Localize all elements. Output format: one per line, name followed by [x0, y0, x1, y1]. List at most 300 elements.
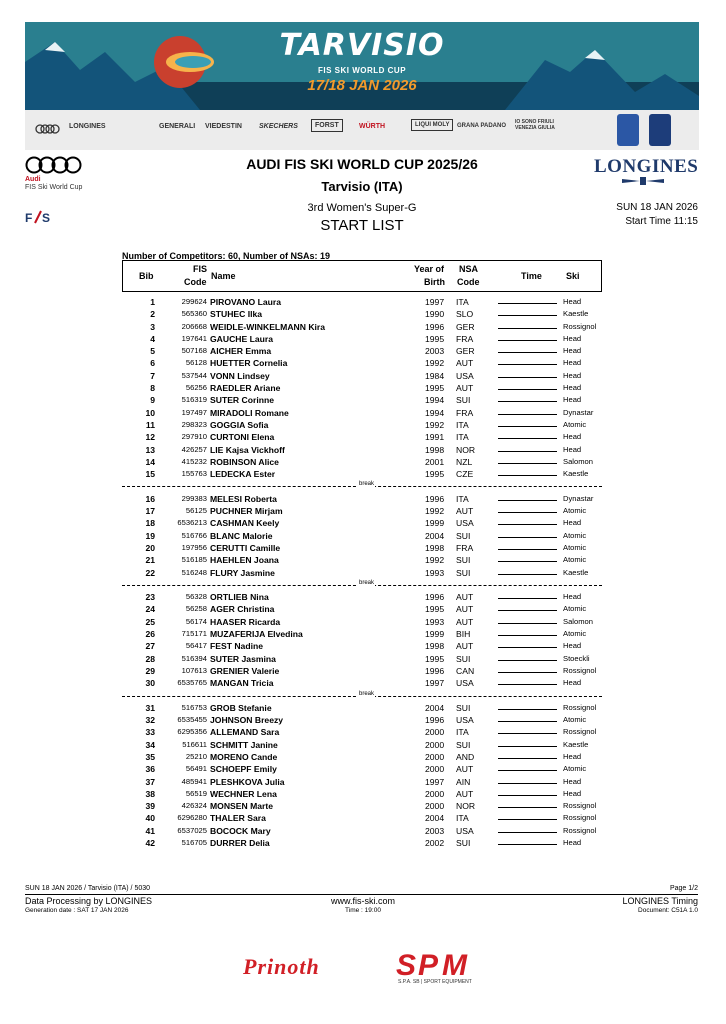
row-nsa: ITA [456, 297, 469, 307]
row-birth-year: 1997 [425, 678, 445, 689]
row-nsa: AUT [456, 604, 474, 615]
row-time-blank [498, 296, 557, 304]
svg-text:M: M [442, 949, 467, 982]
sponsor-skechers: SKECHERS [259, 123, 298, 130]
row-fis-code: 516705 [181, 838, 207, 848]
row-fis-code: 516248 [181, 567, 207, 577]
audi-logo-icon [25, 156, 83, 174]
table-row [122, 308, 602, 320]
sponsor-wurth: WÜRTH [359, 123, 386, 130]
row-birth-year: 1994 [425, 407, 445, 418]
row-time-blank [498, 812, 557, 820]
row-bib: 16 [145, 493, 155, 504]
row-fis-code: 516185 [181, 555, 207, 565]
footer-generation-date: Generation date : SAT 17 JAN 2026 [25, 907, 129, 914]
row-birth-year: 1993 [425, 567, 445, 578]
table-row [122, 517, 602, 529]
row-name: MELESI Roberta [210, 493, 277, 504]
row-birth-year: 1995 [425, 333, 445, 344]
row-bib: 24 [145, 604, 155, 615]
row-bib: 11 [145, 419, 155, 430]
row-time-blank [498, 468, 557, 476]
row-fis-code: 6536213 [177, 518, 207, 528]
start-list-rows [122, 296, 602, 849]
row-ski: Head [563, 383, 582, 393]
row-birth-year: 1999 [425, 518, 445, 529]
row-birth-year: 1996 [425, 665, 445, 676]
row-nsa: USA [456, 518, 474, 529]
row-nsa: USA [456, 370, 474, 381]
row-birth-year: 1992 [425, 555, 445, 566]
row-ski: Atomic [563, 506, 587, 516]
row-birth-year: 1995 [425, 469, 445, 480]
table-row [122, 357, 602, 369]
row-nsa: SUI [456, 702, 471, 713]
table-row [122, 493, 602, 505]
row-ski: Rossignol [563, 321, 597, 331]
col-time: Time [521, 271, 542, 281]
col-nsa-line2: Code [457, 277, 480, 287]
row-ski: Head [563, 838, 582, 848]
event-banner [25, 22, 699, 150]
row-nsa: GER [456, 321, 475, 332]
row-birth-year: 1997 [425, 776, 445, 787]
row-fis-code: 485941 [181, 776, 207, 786]
row-name: LIE Kajsa Vickhoff [210, 444, 285, 455]
row-time-blank [498, 677, 557, 685]
row-ski: Salomon [563, 616, 593, 626]
row-fis-code: 197641 [181, 333, 207, 343]
table-row [122, 333, 602, 345]
row-ski: Head [563, 358, 582, 368]
row-nsa: NOR [456, 444, 476, 455]
footer-website-link[interactable]: www.fis-ski.com [330, 896, 395, 906]
row-ski: Atomic [563, 629, 587, 639]
row-bib: 37 [145, 776, 155, 787]
row-nsa: AUT [456, 592, 474, 603]
row-nsa: SUI [456, 395, 471, 406]
svg-text:F: F [25, 211, 33, 225]
row-time-blank [498, 702, 557, 710]
col-ski: Ski [566, 271, 580, 281]
row-time-blank [498, 370, 557, 378]
banner-title: TARVISIO [279, 28, 445, 63]
audi-rings-icon [35, 124, 61, 134]
row-bib: 42 [145, 838, 155, 849]
row-bib: 27 [145, 641, 155, 652]
table-row [122, 726, 602, 738]
banner-subtitle: FIS SKI WORLD CUP [317, 66, 407, 75]
row-nsa: USA [456, 825, 474, 836]
row-nsa: ITA [456, 419, 469, 430]
row-ski: Rossignol [563, 665, 597, 675]
row-ski: Head [563, 395, 582, 405]
row-time-blank [498, 726, 557, 734]
table-row [122, 370, 602, 382]
row-fis-code: 56491 [185, 764, 207, 774]
audi-label: Audi [25, 176, 41, 183]
table-row [122, 468, 602, 480]
col-name: Name [211, 271, 236, 281]
row-fis-code: 415232 [181, 456, 207, 466]
row-nsa: AUT [456, 383, 474, 394]
race-name: 3rd Women's Super-G [307, 202, 417, 214]
row-birth-year: 1995 [425, 653, 445, 664]
row-fis-code: 426257 [181, 444, 207, 454]
row-birth-year: 1992 [425, 358, 445, 369]
row-birth-year: 1996 [425, 715, 445, 726]
row-bib: 26 [145, 629, 155, 640]
row-name: SCHOEPF Emily [210, 764, 277, 775]
row-time-blank [498, 357, 557, 365]
row-nsa: AUT [456, 764, 474, 775]
row-fis-code: 516766 [181, 530, 207, 540]
table-row [122, 321, 602, 333]
table-row [122, 345, 602, 357]
row-bib: 34 [145, 739, 155, 750]
row-name: HAEHLEN Joana [210, 555, 279, 566]
row-birth-year: 1995 [425, 383, 445, 394]
row-birth-year: 1996 [425, 321, 445, 332]
table-row [122, 653, 602, 665]
row-time-blank [498, 776, 557, 784]
row-birth-year: 2000 [425, 788, 445, 799]
row-ski: Head [563, 297, 582, 306]
row-nsa: NZL [456, 456, 473, 467]
col-fis-line2: Code [184, 277, 207, 287]
row-time-blank [498, 444, 557, 452]
row-birth-year: 2000 [425, 727, 445, 738]
table-header [122, 260, 602, 292]
table-row [122, 394, 602, 406]
row-fis-code: 56174 [185, 616, 207, 626]
row-bib: 15 [145, 469, 155, 480]
row-ski: Head [563, 432, 582, 442]
col-nsa-line1: NSA [459, 264, 479, 274]
row-fis-code: 6537025 [177, 825, 207, 835]
row-fis-code: 206668 [181, 321, 207, 331]
row-ski: Salomon [563, 456, 593, 466]
row-ski: Head [563, 788, 582, 798]
row-ski: Stoeckli [563, 653, 590, 663]
row-ski: Atomic [563, 715, 587, 725]
row-time-blank [498, 837, 557, 845]
row-name: AICHER Emma [210, 346, 272, 357]
row-name: DURRER Delia [210, 838, 270, 849]
svg-text:S: S [42, 211, 51, 225]
table-row [122, 382, 602, 394]
row-nsa: FRA [456, 542, 474, 553]
row-fis-code: 197956 [181, 542, 207, 552]
start-time: Start Time 11:15 [625, 216, 698, 227]
row-fis-code: 516611 [182, 739, 207, 749]
row-ski: Rossignol [563, 727, 597, 737]
row-bib: 7 [150, 370, 155, 381]
row-ski: Atomic [563, 542, 587, 552]
row-name: SUTER Jasmina [210, 653, 276, 664]
table-row [122, 505, 602, 517]
sponsor-forst: FORST [311, 119, 343, 132]
row-fis-code: 56258 [185, 604, 207, 614]
sponsor-bar [25, 110, 699, 150]
break-separator [122, 480, 602, 492]
row-fis-code: 516319 [181, 395, 207, 405]
table-row [122, 296, 602, 308]
winged-hourglass-icon [620, 176, 666, 186]
row-time-blank [498, 419, 557, 427]
row-name: BOCOCK Mary [210, 825, 271, 836]
row-name: AGER Christina [210, 604, 275, 615]
table-row [122, 628, 602, 640]
row-bib: 2 [150, 309, 155, 320]
row-bib: 5 [150, 346, 155, 357]
row-birth-year: 2003 [425, 346, 445, 357]
break-label: break [359, 690, 375, 697]
table-row [122, 751, 602, 763]
row-ski: Rossignol [563, 813, 597, 823]
row-nsa: SLO [456, 309, 474, 320]
row-birth-year: 1992 [425, 419, 445, 430]
row-time-blank [498, 628, 557, 636]
row-ski: Head [563, 678, 582, 688]
row-time-blank [498, 517, 557, 525]
row-time-blank [498, 800, 557, 808]
svg-text:P: P [418, 949, 439, 982]
table-row [122, 640, 602, 652]
row-ski: Atomic [563, 419, 587, 429]
row-fis-code: 197497 [181, 407, 207, 417]
sponsor-viedestin: VIEDESTIN [205, 123, 242, 130]
banner-dates: 17/18 JAN 2026 [307, 77, 417, 94]
fis-logo-icon [25, 207, 57, 227]
row-name: SUTER Corinne [210, 395, 274, 406]
break-separator [122, 690, 602, 702]
row-bib: 22 [145, 567, 155, 578]
row-ski: Dynastar [563, 407, 594, 417]
row-time-blank [498, 640, 557, 648]
row-nsa: AND [456, 751, 475, 762]
table-row [122, 616, 602, 628]
row-nsa: SUI [456, 739, 471, 750]
competitors-summary: Number of Competitors: 60, Number of NSAs: 19 [122, 251, 331, 261]
row-name: GRENIER Valerie [210, 665, 280, 676]
row-birth-year: 1990 [425, 309, 445, 320]
row-bib: 17 [145, 506, 155, 517]
row-name: GROB Stefanie [210, 702, 272, 713]
row-name: MANGAN Tricia [210, 678, 274, 689]
row-ski: Kaestle [563, 469, 589, 479]
row-bib: 9 [150, 395, 155, 406]
row-birth-year: 1998 [425, 641, 445, 652]
col-bib: Bib [139, 271, 154, 281]
row-name: JOHNSON Breezy [210, 715, 284, 726]
table-row [122, 567, 602, 579]
row-bib: 13 [145, 444, 155, 455]
row-ski: Atomic [563, 530, 587, 540]
row-time-blank [498, 308, 557, 316]
row-name: ORTLIEB Nina [210, 592, 269, 603]
col-year-line2: Birth [424, 277, 445, 287]
row-bib: 10 [145, 407, 155, 418]
row-nsa: AUT [456, 506, 474, 517]
row-fis-code: 107613 [181, 665, 207, 675]
table-row [122, 788, 602, 800]
row-fis-code: 56128 [185, 358, 207, 368]
row-ski: Head [563, 346, 582, 356]
table-row [122, 665, 602, 677]
row-time-blank [498, 493, 557, 501]
prinoth-logo: Prinoth [243, 954, 320, 979]
row-ski: Rossignol [563, 825, 597, 835]
row-nsa: GER [456, 346, 475, 357]
row-bib: 19 [145, 530, 155, 541]
row-name: CURTONI Elena [210, 432, 275, 443]
row-name: FLURY Jasmine [210, 567, 275, 578]
row-name: MORENO Cande [210, 751, 278, 762]
table-row [122, 677, 602, 689]
row-time-blank [498, 345, 557, 353]
break-separator [122, 579, 602, 591]
row-ski: Head [563, 592, 582, 602]
row-bib: 12 [145, 432, 155, 443]
row-fis-code: 516753 [181, 702, 207, 712]
row-nsa: ITA [456, 813, 469, 824]
row-name: PLESHKOVA Julia [210, 776, 285, 787]
break-label: break [359, 481, 375, 488]
row-fis-code: 715171 [181, 629, 207, 639]
table-row [122, 825, 602, 837]
row-birth-year: 1991 [425, 432, 445, 443]
table-row [122, 542, 602, 554]
row-nsa: ITA [456, 432, 469, 443]
row-bib: 4 [150, 333, 155, 344]
row-ski: Head [563, 751, 582, 761]
row-name: CERUTTI Camille [210, 542, 281, 553]
row-birth-year: 2003 [425, 825, 445, 836]
row-name: MONSEN Marte [210, 801, 274, 812]
row-time-blank [498, 321, 557, 329]
row-fis-code: 298323 [181, 419, 207, 429]
row-ski: Head [563, 370, 582, 380]
row-ski: Atomic [563, 604, 587, 614]
row-bib: 35 [145, 751, 155, 762]
row-time-blank [498, 665, 557, 673]
document-title: START LIST [320, 217, 404, 234]
row-time-blank [498, 739, 557, 747]
row-nsa: USA [456, 715, 474, 726]
row-name: CASHMAN Keely [210, 518, 280, 529]
row-fis-code: 56417 [185, 641, 207, 651]
table-row [122, 444, 602, 456]
footer-page: Page 1/2 [669, 885, 698, 892]
sponsor-fvg: IO SONO FRIULI VENEZIA GIULIA [515, 119, 555, 131]
table-row [122, 530, 602, 542]
table-row [122, 739, 602, 751]
footer-document-id: Document: C51A 1.0 [638, 907, 698, 914]
table-row [122, 714, 602, 726]
row-bib: 32 [145, 715, 155, 726]
row-ski: Head [563, 444, 582, 454]
row-birth-year: 1996 [425, 592, 445, 603]
row-nsa: AIN [456, 776, 471, 787]
crest-badge-icon [649, 114, 671, 146]
row-time-blank [498, 567, 557, 575]
row-ski: Kaestle [563, 567, 589, 577]
row-name: FEST Nadine [210, 641, 264, 652]
sponsor-liqui-moly: LIQUI MOLY [411, 119, 453, 131]
table-row [122, 776, 602, 788]
table-row [122, 702, 602, 714]
row-fis-code: 155763 [181, 469, 207, 479]
audi-sub-label: FIS Ski World Cup [25, 184, 83, 191]
row-birth-year: 2000 [425, 739, 445, 750]
row-time-blank [498, 714, 557, 722]
row-ski: Head [563, 333, 582, 343]
row-bib: 38 [145, 788, 155, 799]
row-name: PIROVANO Laura [210, 297, 281, 307]
row-birth-year: 1994 [425, 395, 445, 406]
row-bib: 36 [145, 764, 155, 775]
break-label: break [359, 579, 375, 586]
row-time-blank [498, 591, 557, 599]
row-bib: 39 [145, 801, 155, 812]
row-bib: 20 [145, 542, 155, 553]
row-nsa: NOR [456, 801, 476, 812]
row-bib: 6 [150, 358, 155, 369]
row-ski: Dynastar [563, 493, 594, 503]
row-bib: 23 [145, 592, 155, 603]
table-row [122, 456, 602, 468]
row-fis-code: 516394 [181, 653, 207, 663]
row-birth-year: 1999 [425, 629, 445, 640]
row-bib: 31 [145, 702, 155, 713]
row-time-blank [498, 530, 557, 538]
row-bib: 29 [145, 665, 155, 676]
row-fis-code: 426324 [181, 801, 207, 811]
row-fis-code: 6535455 [177, 715, 207, 725]
row-time-blank [498, 456, 557, 464]
row-fis-code: 507168 [181, 346, 207, 356]
row-nsa: SUI [456, 567, 471, 578]
row-fis-code: 56125 [185, 506, 207, 516]
row-birth-year: 2004 [425, 702, 445, 713]
row-name: HUETTER Cornelia [210, 358, 288, 369]
spm-subtitle: S.P.A. SB | SPORT EQUIPMENT [398, 979, 472, 985]
row-name: BLANC Malorie [210, 530, 273, 541]
row-birth-year: 2004 [425, 813, 445, 824]
row-birth-year: 1984 [425, 370, 445, 381]
row-nsa: FRA [456, 333, 474, 344]
competition-title: AUDI FIS SKI WORLD CUP 2025/26 [246, 156, 478, 172]
table-row [122, 837, 602, 849]
row-ski: Kaestle [563, 309, 589, 319]
row-nsa: ITA [456, 727, 469, 738]
row-ski: Head [563, 518, 582, 528]
row-time-blank [498, 554, 557, 562]
row-birth-year: 2004 [425, 530, 445, 541]
row-time-blank [498, 603, 557, 611]
row-fis-code: 56256 [185, 383, 207, 393]
row-fis-code: 25210 [185, 751, 207, 761]
row-fis-code: 56519 [185, 788, 207, 798]
row-ski: Head [563, 641, 582, 651]
row-name: MUZAFERIJA Elvedina [210, 629, 303, 640]
svg-text:S: S [396, 949, 417, 982]
row-birth-year: 2000 [425, 801, 445, 812]
row-name: VONN Lindsey [210, 370, 270, 381]
row-name: GAUCHE Laura [210, 333, 274, 344]
row-time-blank [498, 333, 557, 341]
